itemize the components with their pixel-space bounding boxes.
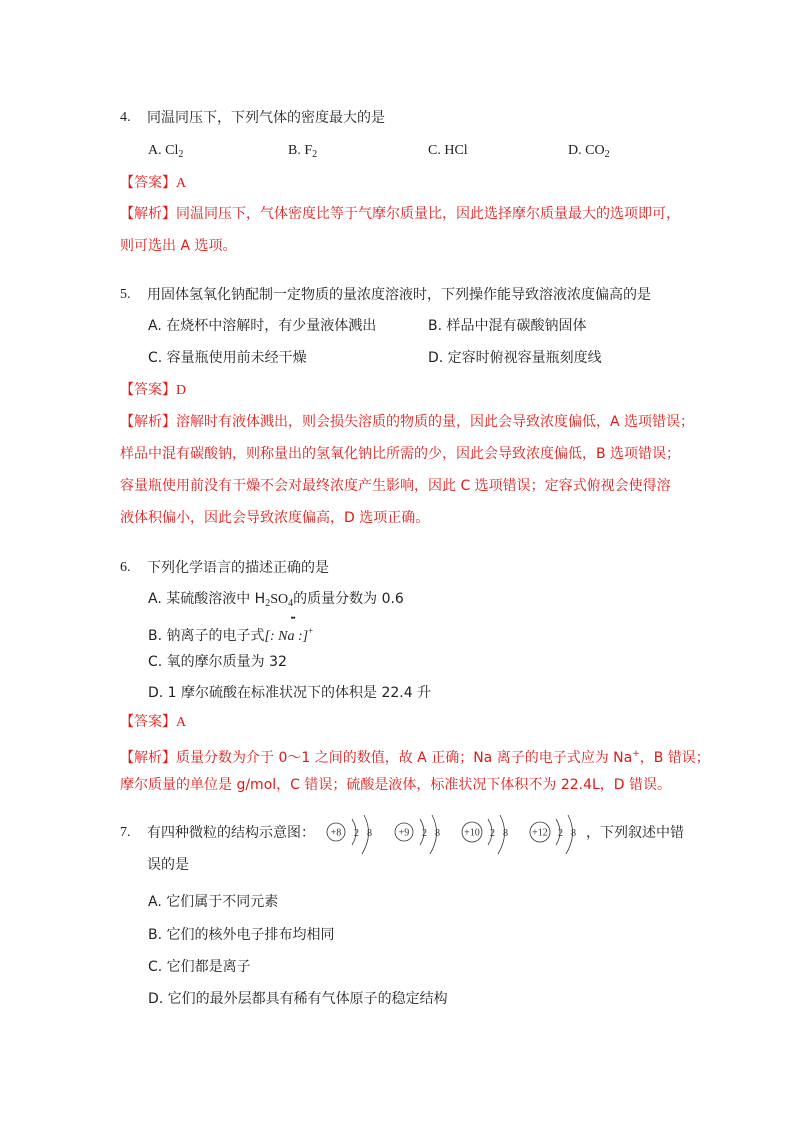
q7-option-b: B. 它们的核外电子排布均相同	[148, 927, 335, 943]
q6-number: 6.	[120, 560, 131, 575]
particle-diagram-2	[395, 815, 440, 854]
atomic-structure-diagrams	[322, 812, 587, 858]
answer-label: 【答案】	[120, 175, 176, 191]
q5-answer	[120, 380, 186, 401]
shell-electrons-1: 2	[558, 828, 563, 839]
q5-option-c: C. 容量瓶使用前未经干燥	[148, 350, 307, 366]
q7-stem-line-2: 误的是	[147, 857, 189, 873]
shell-electrons-2: 8	[503, 828, 508, 839]
nucleus-charge: +10	[464, 827, 480, 839]
q6-stem: 下列化学语言的描述正确的是	[147, 560, 329, 576]
q4-option-d: D. $CO_2$	[568, 143, 610, 160]
q5-option-b: B. 样品中混有碳酸钠固体	[428, 318, 587, 334]
q5-analysis-line-3: 容量瓶使用前没有干燥不会对最终浓度产生影响，因此 C 选项错误；定容式俯视会使得溶	[120, 478, 671, 494]
q4-option-c: C. HCl	[428, 143, 468, 158]
shell-electrons-1: 2	[490, 828, 495, 839]
q4-analysis-line-2: 则可选出 A 选项。	[120, 238, 237, 254]
q5-analysis-line-2: 样品中混有碳酸钠，则称量出的氢氧化钠比所需的少，因此会导致浓度偏低，B 选项错误；	[120, 446, 681, 462]
q7-stem-part-1: 有四种微粒的结构示意图：	[147, 825, 315, 841]
q4-option-a: A. $Cl_2$	[148, 143, 184, 160]
nucleus-charge: +8	[330, 827, 342, 839]
q7-stem-part-2: ，下列叙述中错	[586, 825, 684, 841]
q5-option-a: A. 在烧杯中溶解时，有少量液体溅出	[148, 318, 377, 334]
q4-option-b: B. $F_2$	[288, 143, 318, 160]
q7-number: 7.	[120, 825, 131, 840]
q6-analysis-line-1: 【解析】质量分数为介于 0～1 之间的数值，故 A 正确；Na 离子的电子式应为 Na+，B 错误；	[120, 749, 710, 766]
q5-analysis-line-1: 【解析】溶解时有液体溅出，则会损失溶质的物质的量，因此会导致浓度偏低，A 选项错误；	[120, 414, 695, 430]
q6-analysis-line-2: 摩尔质量的单位是 g/mol，C 错误；硫酸是液体，标准状况下体积不为 22.4L，D 错误。	[120, 777, 672, 793]
q5-analysis-line-4: 液体积偏小，因此会导致浓度偏高，D 选项正确。	[120, 510, 430, 526]
analysis-label: 【解析】	[120, 750, 176, 766]
analysis-label: 【解析】	[120, 414, 176, 430]
answer-value: A	[176, 715, 187, 730]
q5-option-d: D. 定容时俯视容量瓶刻度线	[428, 350, 602, 366]
q6-option-c: C. 氧的摩尔质量为 32	[148, 654, 287, 670]
q4-number: 4.	[120, 110, 131, 125]
q6-option-b: B. 钠离子的电子式 •• [: Na :]+	[148, 621, 313, 647]
answer-value: A	[176, 176, 187, 191]
answer-value: D	[176, 383, 187, 398]
sodium-ion-electron-formula: [: Na :]	[264, 629, 309, 644]
shell-electrons-1: 2	[422, 828, 427, 839]
particle-diagram-1	[327, 815, 372, 854]
q4-stem: 同温同压下，下列气体的密度最大的是	[147, 110, 385, 126]
particle-diagram-3	[462, 815, 508, 854]
q7-option-d: D. 它们的最外层都具有稀有气体原子的稳定结构	[148, 991, 448, 1007]
analysis-label: 【解析】	[120, 206, 176, 222]
q5-stem: 用固体氢氧化钠配制一定物质的量浓度溶液时，下列操作能导致溶液浓度偏高的是	[147, 287, 651, 303]
nucleus-charge: +9	[398, 827, 410, 839]
q4-analysis-line-1: 【解析】同温同压下，气体密度比等于气摩尔质量比，因此选择摩尔质量最大的选项即可，	[120, 206, 680, 222]
q7-option-a: A. 它们属于不同元素	[148, 894, 279, 910]
q5-number: 5.	[120, 287, 131, 302]
shell-electrons-2: 8	[571, 828, 576, 839]
shell-electrons-1: 2	[354, 828, 359, 839]
q6-answer	[120, 712, 186, 733]
q6-option-a: A. 某硫酸溶液中 $H_2SO_4$的质量分数为 0.6	[148, 591, 404, 609]
nucleus-charge: +12	[532, 827, 548, 839]
q6-option-d: D. 1 摩尔硫酸在标准状况下的体积是 22.4 升	[148, 685, 432, 701]
particle-diagram-4	[530, 815, 576, 854]
shell-electrons-2: 8	[367, 828, 372, 839]
electron-dots: ••	[290, 613, 295, 623]
q4-answer	[120, 173, 186, 194]
shell-electrons-2: 8	[435, 828, 440, 839]
answer-label: 【答案】	[120, 382, 176, 398]
q7-option-c: C. 它们都是离子	[148, 959, 251, 975]
answer-label: 【答案】	[120, 714, 176, 730]
